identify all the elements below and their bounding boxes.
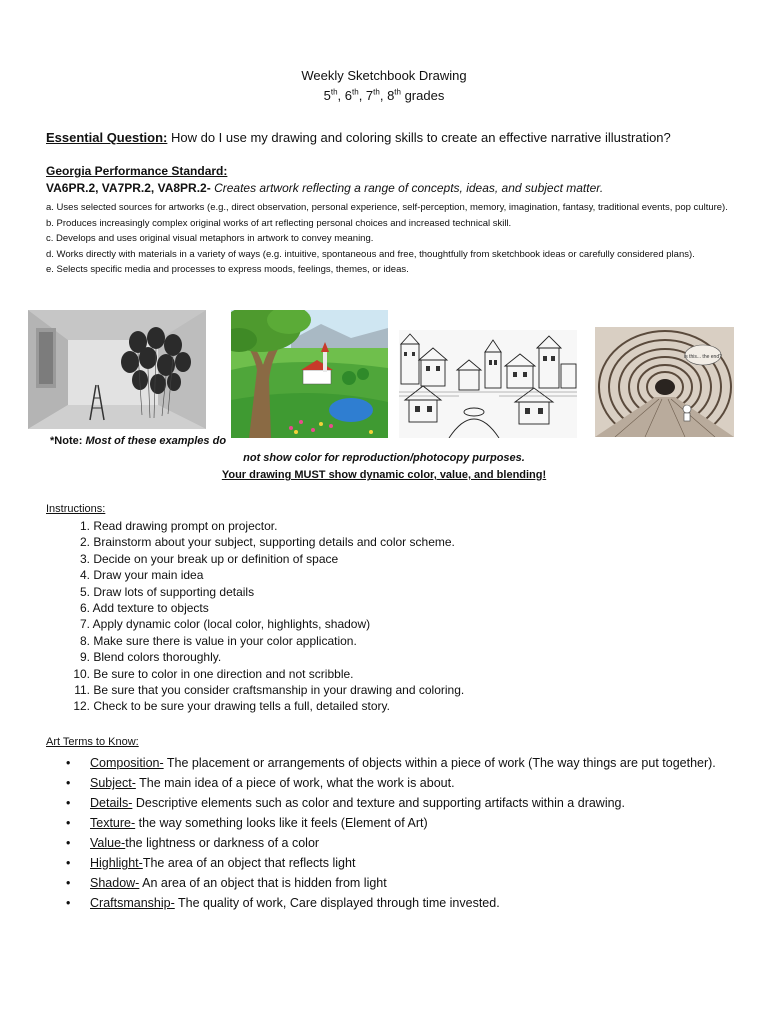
grade-5: 5: [323, 88, 331, 103]
step-text: Add texture to objects: [92, 601, 209, 616]
note-line-3: Your drawing MUST show dynamic color, value, and blending!: [221, 469, 547, 481]
list-item: [66, 567, 464, 583]
list-item: [66, 753, 716, 773]
list-item: [66, 793, 716, 813]
standard-heading: Georgia Performance Standard:: [46, 164, 228, 178]
term-name: Value-: [90, 836, 126, 850]
list-item: [66, 633, 464, 649]
example-image-landscape: [231, 310, 388, 438]
step-number: 2.: [79, 535, 90, 550]
term-definition: The quality of work, Care displayed through time invested.: [174, 896, 500, 910]
list-item: [66, 518, 464, 534]
essential-question-label: Essential Question:: [46, 130, 168, 145]
essential-question: [46, 130, 736, 146]
grade-sep: ,: [337, 88, 345, 103]
list-item: [66, 893, 716, 913]
step-number: 7.: [79, 617, 90, 632]
standard-item-b: b. Produces increasingly complex original works of art reflecting personal choices and increased technical skill.: [46, 217, 512, 229]
bullet: •: [66, 896, 71, 910]
step-text: Draw lots of supporting details: [93, 584, 255, 599]
step-text: Check to be sure your drawing tells a full, detailed story.: [93, 699, 390, 714]
standard-item-c: c. Develops and uses original visual metaphors in artwork to convey meaning.: [46, 233, 374, 244]
standard-line: [46, 181, 603, 195]
term-definition: An area of an object that is hidden from light: [139, 876, 387, 890]
grade-7-sup: th: [373, 87, 380, 97]
term-name: Subject-: [90, 776, 136, 790]
grades-suffix: grades: [400, 88, 445, 103]
grade-8: 8: [387, 88, 395, 103]
step-text: Be sure that you consider craftsmanship in your drawing and coloring.: [93, 683, 465, 698]
list-item: [66, 873, 716, 893]
term-name: Shadow-: [90, 876, 140, 890]
bullet: •: [66, 836, 71, 850]
list-item: [66, 649, 464, 665]
step-number: 3.: [79, 551, 90, 566]
list-item: [66, 666, 464, 682]
step-number: 1.: [79, 519, 90, 533]
step-text: Apply dynamic color (local color, highlights, shadow): [92, 617, 371, 632]
example-image-tunnel: [595, 327, 734, 437]
bullet: •: [66, 876, 71, 890]
step-number: 6.: [79, 601, 90, 616]
standard-codes: VA6PR.2, VA7PR.2, VA8PR.2-: [46, 181, 211, 195]
art-terms-list: [66, 753, 716, 913]
bullet: •: [66, 776, 71, 790]
grade-5-sup: th: [330, 87, 338, 97]
bullet: •: [66, 756, 71, 770]
term-name: Texture-: [90, 816, 136, 830]
grade-8-sup: th: [394, 87, 401, 97]
note-line-2: not show color for reproduction/photocopy purposes.: [243, 452, 525, 464]
list-item: [66, 833, 716, 853]
step-number: 4.: [79, 568, 90, 583]
standard-description: Creates artwork reflecting a range of concepts, ideas, and subject matter.: [210, 181, 604, 195]
term-name: Highlight-: [90, 856, 143, 870]
instructions-list: [66, 518, 464, 715]
list-item: [66, 813, 716, 833]
grade-sep: ,: [358, 88, 366, 103]
example-image-village: [399, 330, 577, 438]
step-text: Blend colors thoroughly.: [93, 650, 222, 665]
list-item: [66, 616, 464, 632]
note-italic: Most of these examples do: [85, 435, 227, 447]
step-text: Read drawing prompt on projector.: [93, 519, 278, 533]
bullet: •: [66, 816, 71, 830]
example-image-balloons: [28, 310, 206, 429]
step-text: Make sure there is value in your color application.: [93, 633, 357, 648]
essential-question-text: How do I use my drawing and coloring skills to create an effective narrative illustration?: [167, 130, 671, 145]
step-number: 5.: [79, 584, 90, 599]
bullet: •: [66, 796, 71, 810]
list-item: [66, 534, 464, 550]
tunnel-speech-bubble-text: is this... the end?: [684, 354, 722, 360]
list-item: [66, 773, 716, 793]
bullet: •: [66, 856, 71, 870]
list-item: [66, 682, 464, 698]
document-title: Weekly Sketchbook Drawing: [301, 68, 467, 83]
grade-sep: ,: [379, 88, 388, 103]
term-definition: The placement or arrangements of objects within a piece of work (The way things are put together).: [163, 756, 716, 770]
list-item: [66, 584, 464, 600]
standard-items: [46, 200, 736, 278]
instructions-heading: Instructions:: [46, 503, 106, 515]
term-definition: the way something looks like it feels (Element of Art): [135, 816, 428, 830]
term-definition: the lightness or darkness of a color: [125, 836, 320, 850]
standard-item-d: d. Works directly with materials in a variety of ways (e.g. intuitive, spontaneous and free, thoughtfully from sketchbook ideas or carefully considered plans).: [46, 248, 695, 260]
step-number: 8.: [79, 633, 90, 648]
term-definition: Descriptive elements such as color and texture and supporting artifacts within a drawing.: [132, 796, 625, 810]
term-definition: The main idea of a piece of work, what the work is about.: [135, 776, 455, 790]
term-name: Details-: [90, 796, 133, 810]
step-number: 9.: [79, 650, 90, 665]
term-name: Craftsmanship-: [90, 896, 175, 910]
term-name: Composition-: [90, 756, 164, 770]
step-number: 10.: [73, 666, 90, 681]
grade-7: 7: [365, 88, 374, 103]
list-item: [66, 551, 464, 567]
list-item: [66, 853, 716, 873]
term-definition: The area of an object that reflects light: [142, 856, 356, 870]
note-label: *Note:: [50, 435, 86, 447]
list-item: [66, 698, 464, 714]
grades-line: [0, 88, 768, 104]
standard-item-a: a. Uses selected sources for artworks (e.g., direct observation, personal experience, self-perception, memory, imagination, fantasy, traditional events, pop culture).: [46, 202, 728, 213]
step-text: Decide on your break up or definition of space: [93, 551, 339, 566]
grade-6: 6: [344, 88, 353, 103]
grade-6-sup: th: [352, 87, 359, 97]
note-line-1: [50, 435, 226, 447]
step-number: 12.: [73, 699, 90, 714]
list-item: [66, 600, 464, 616]
step-text: Be sure to color in one direction and not scribble.: [93, 666, 354, 681]
step-text: Brainstorm about your subject, supporting details and color scheme.: [93, 535, 455, 550]
step-number: 11.: [74, 683, 90, 698]
art-terms-heading: Art Terms to Know:: [46, 736, 139, 748]
step-text: Draw your main idea: [93, 568, 204, 583]
standard-item-e: e. Selects specific media and processes to express moods, feelings, themes, or ideas.: [46, 264, 409, 275]
